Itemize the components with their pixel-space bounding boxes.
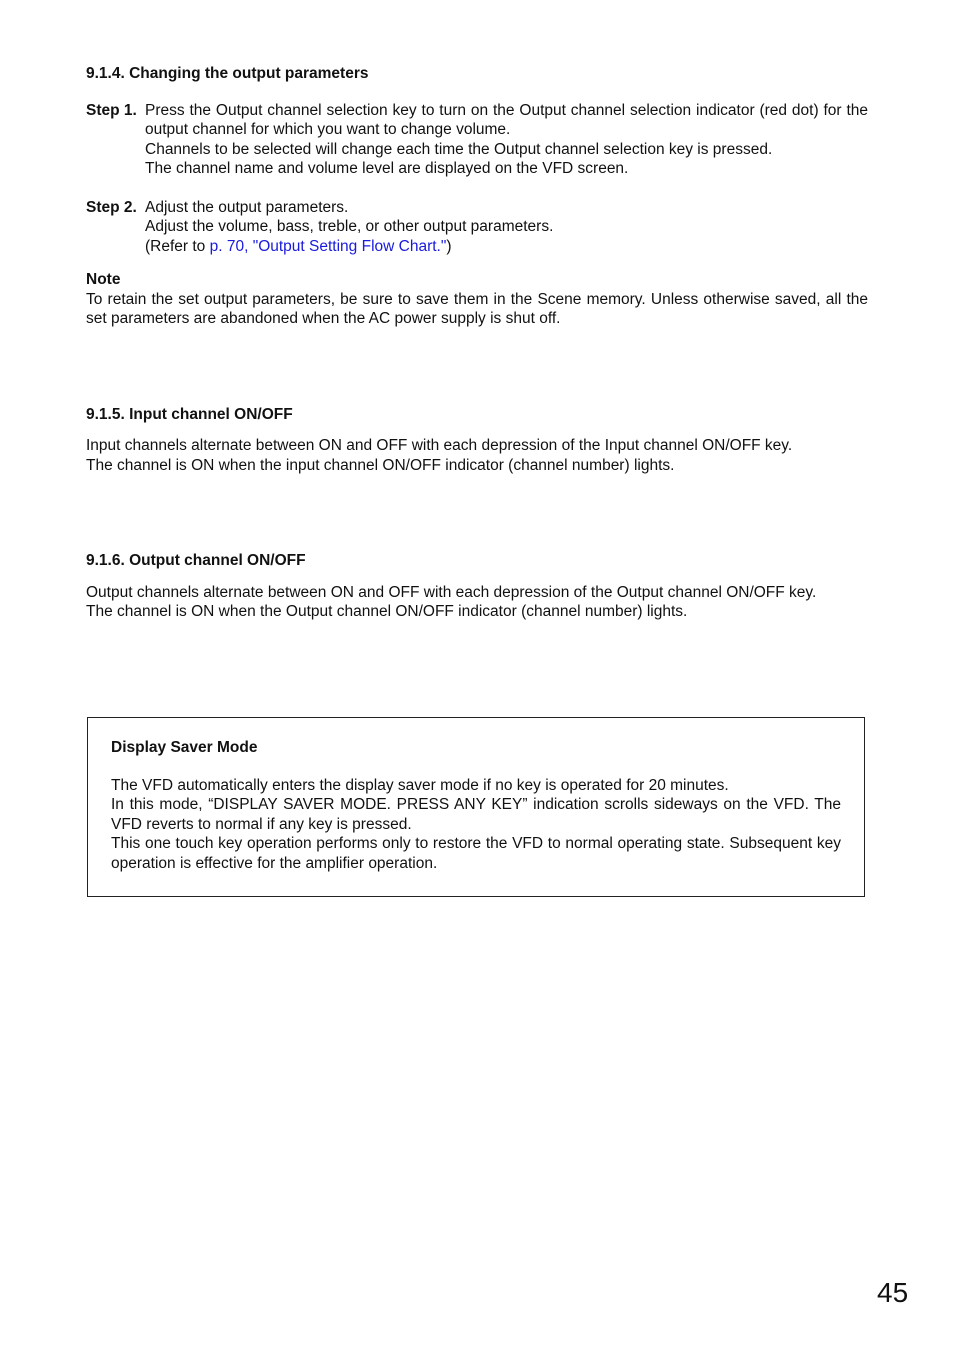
box-text: The VFD automatically enters the display saver mode if no key is operated for 20 minutes. [111, 776, 729, 794]
section-changing-output-parameters [86, 64, 868, 329]
paragraph-line: Input channels alternate between ON and OFF with each depression of the Input channel ON/OFF key. [86, 437, 793, 454]
paragraph-line: Output channels alternate between ON and OFF with each depression of the Output channel ON/OFF key. [86, 583, 817, 601]
section-heading: 9.1.6. Output channel ON/OFF [86, 552, 306, 569]
step-text: Channels to be selected will change each time the Output channel selection key is pressed. [145, 140, 773, 158]
step-text: Press the Output channel selection key to turn on the Output channel selection indicator (red dot) for the output channel for which you want to change volume. [145, 101, 868, 138]
step-body [145, 198, 868, 257]
paragraph-line: The channel is ON when the Output channel ON/OFF indicator (channel number) lights. [86, 603, 688, 620]
step-label: Step 2. [86, 198, 137, 216]
step-text: The channel name and volume level are displayed on the VFD screen. [145, 160, 629, 177]
box-title: Display Saver Mode [111, 739, 258, 756]
step-2 [86, 198, 868, 257]
paragraph-line: The channel is ON when the input channel ON/OFF indicator (channel number) lights. [86, 456, 675, 474]
section-paragraph [86, 583, 868, 622]
refer-line [145, 237, 868, 257]
display-saver-box [87, 717, 865, 897]
note-heading: Note [86, 271, 121, 288]
section-heading: 9.1.5. Input channel ON/OFF [86, 405, 293, 423]
step-label: Step 1. [86, 101, 137, 119]
section-input-channel-onoff [86, 405, 868, 476]
step-text: Adjust the volume, bass, treble, or other output parameters. [145, 218, 554, 235]
note-text: To retain the set output parameters, be sure to save them in the Scene memory. Unless otherwise saved, all the set parameters are abandoned when the AC power supply is shut off. [86, 290, 868, 327]
box-text: In this mode, “DISPLAY SAVER MODE. PRESS ANY KEY” indication scrolls sideways on the VFD. The VFD reverts to normal if any key is pressed. [111, 796, 841, 833]
box-text: This one touch key operation performs only to restore the VFD to normal operating state. Subsequent key operation is effective for the amplifier operation. [111, 835, 841, 872]
page-number: 45 [877, 1277, 909, 1308]
refer-prefix: (Refer to [145, 237, 210, 255]
flow-chart-link[interactable]: p. 70, "Output Setting Flow Chart." [209, 237, 447, 255]
step-text: Adjust the output parameters. [145, 198, 349, 216]
section-output-channel-onoff [86, 551, 868, 622]
refer-suffix: ) [446, 237, 452, 255]
step-1 [86, 101, 868, 179]
section-paragraph [86, 436, 868, 475]
page-content [86, 64, 868, 622]
section-heading: 9.1.4. Changing the output parameters [86, 65, 369, 82]
step-body [145, 101, 868, 179]
